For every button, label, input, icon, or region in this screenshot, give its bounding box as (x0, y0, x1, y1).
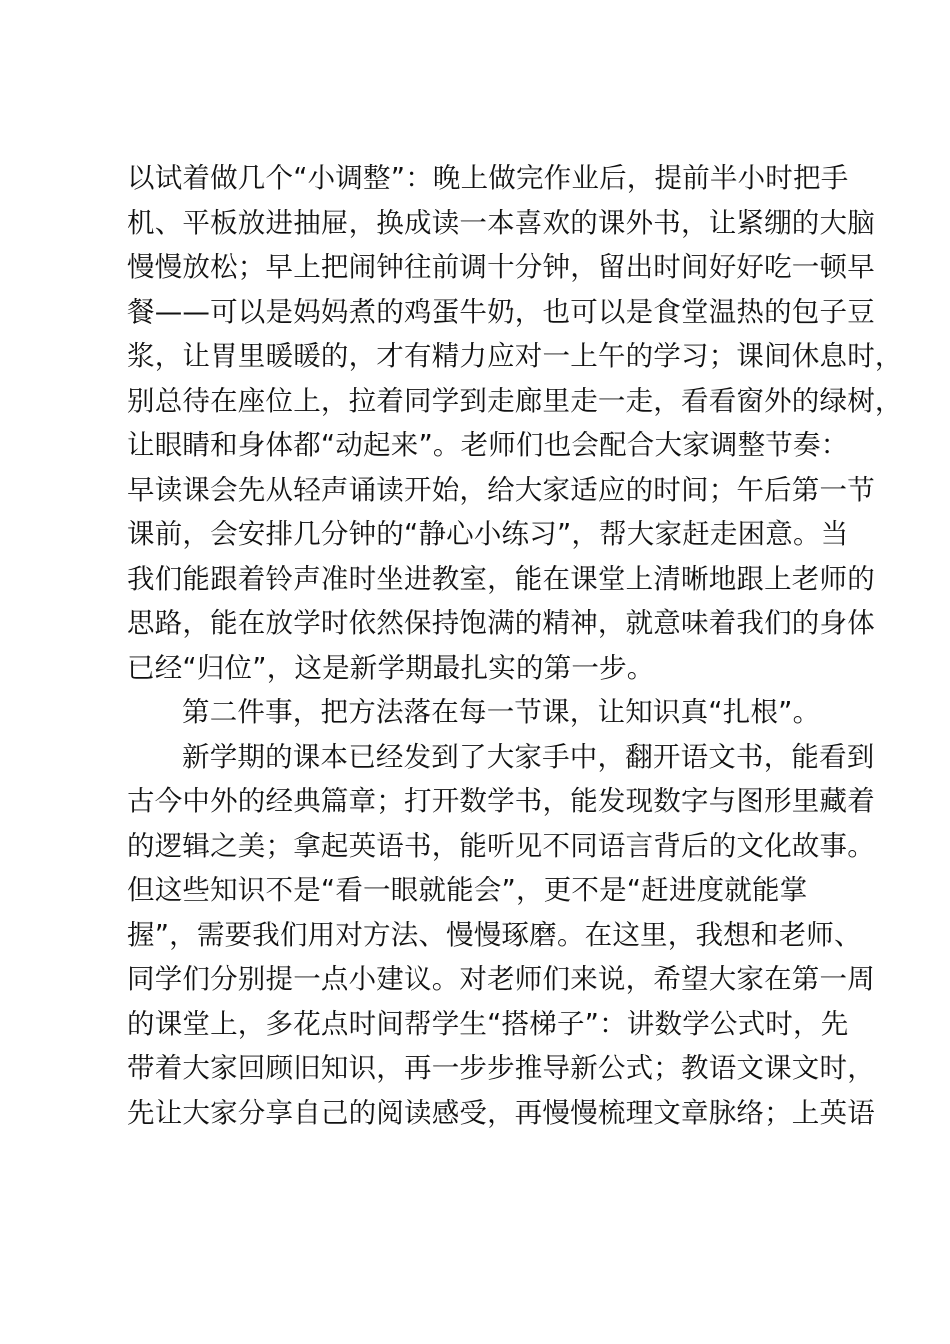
section-heading: 第二件事，把方法落在每一节课，让知识真“扎根”。 (182, 696, 821, 728)
text-line: 带着大家回顾旧知识，再一步步推导新公式；教语文课文时， (127, 1052, 875, 1084)
text-line: 思路，能在放学时依然保持饱满的精神，就意味着我们的身体 (127, 607, 875, 639)
text-line: 先让大家分享自己的阅读感受，再慢慢梳理文章脉络；上英语 (127, 1096, 875, 1129)
text-line: 别总待在座位上，拉着同学到走廊里走一走，看看窗外的绿树， (127, 384, 903, 417)
text-line: 但这些知识不是“看一眼就能会”，更不是“赶进度就能掌 (127, 874, 808, 906)
text-line: 机、平板放进抽屉，换成读一本喜欢的课外书，让紧绷的大脑 (127, 206, 875, 239)
text-line: 我们能跟着铃声准时坐进教室，能在课堂上清晰地跟上老师的 (127, 562, 875, 595)
text-line: 的逻辑之美；拿起英语书，能听见不同语言背后的文化故事。 (127, 829, 875, 862)
text-line: 以试着做几个“小调整”：晚上做完作业后，提前半小时把手 (127, 162, 849, 194)
text-line: 已经“归位”，这是新学期最扎实的第一步。 (127, 651, 655, 684)
paragraph-first-line: 新学期的课本已经发到了大家手中，翻开语文书，能看到 (182, 740, 875, 773)
text-line: 浆，让胃里暖暖的，才有精力应对一上午的学习；课间休息时， (127, 340, 903, 372)
text-line: 让眼睛和身体都“动起来”。老师们也会配合大家调整节奏： (127, 429, 849, 461)
text-line: 同学们分别提一点小建议。对老师们来说，希望大家在第一周 (127, 963, 875, 995)
text-line: 古今中外的经典篇章；打开数学书，能发现数字与图形里藏着 (127, 785, 875, 817)
text-line: 的课堂上，多花点时间帮学生“搭梯子”：讲数学公式时，先 (127, 1007, 849, 1040)
document-body (127, 156, 903, 1135)
text-line: 早读课会先从轻声诵读开始，给大家适应的时间；午后第一节 (127, 473, 875, 506)
text-line: 餐——可以是妈妈煮的鸡蛋牛奶，也可以是食堂温热的包子豆 (127, 295, 875, 328)
text-line: 慢慢放松；早上把闹钟往前调十分钟，留出时间好好吃一顿早 (127, 251, 875, 283)
text-line: 课前，会安排几分钟的“静心小练习”，帮大家赶走困意。当 (127, 518, 849, 550)
text-line: 握”，需要我们用对方法、慢慢琢磨。在这里，我想和老师、 (127, 918, 862, 951)
